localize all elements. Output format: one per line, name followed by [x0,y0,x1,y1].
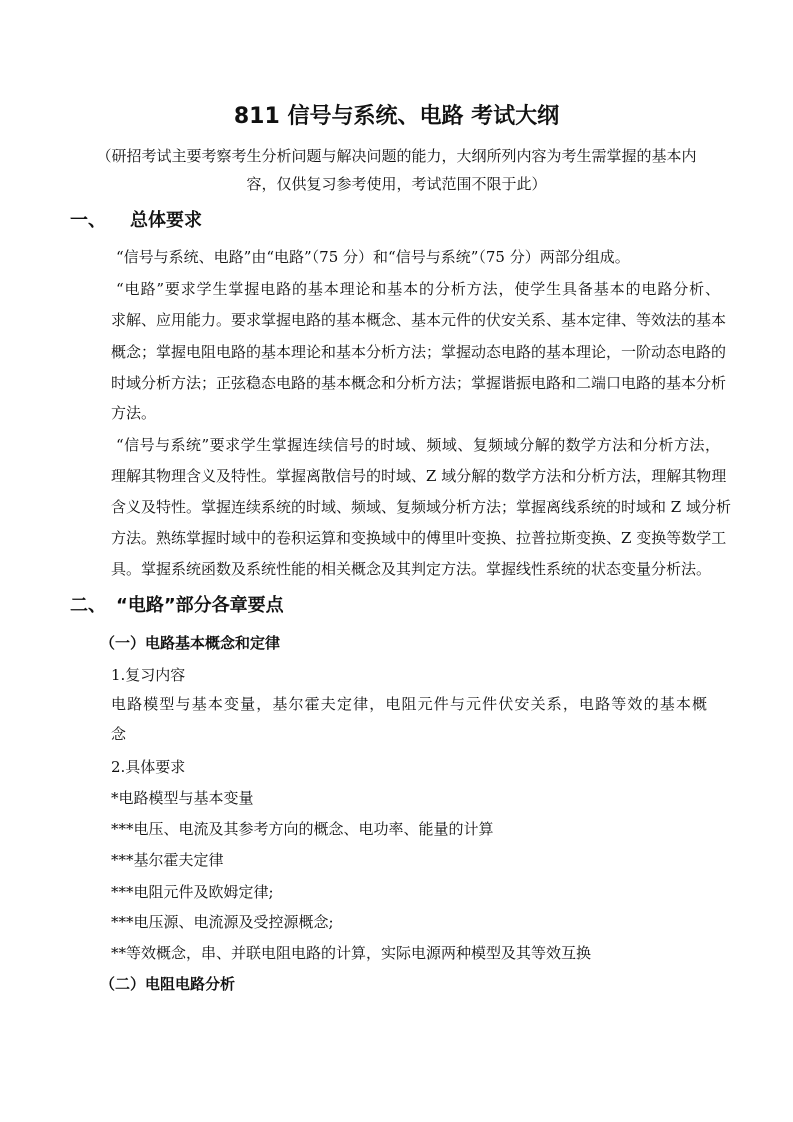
document-title: 811 信号与系统、电路 考试大纲 [233,104,560,129]
requirement-item: **等效概念，串、并联电阻电路的计算，实际电源两种模型及其等效互换 [111,944,592,962]
review-text-line: 电路模型与基本变量，基尔霍夫定律，电阻元件与元件伏安关系，电路等效的基本概 [111,695,707,713]
section-number: 二、 [70,595,106,616]
note-line: 容，仅供复习参考使用，考试范围不限于此） [246,175,547,193]
requirements-label: 2.具体要求 [111,758,186,776]
paragraph-line: 含义及特性。掌握连续系统的时域、频域、复频域分析方法；掌握离线系统的时域和 Z 域分析 [111,498,731,516]
section-heading: “电路”部分各章要点 [116,595,284,616]
requirement-item: ***基尔霍夫定律 [111,851,224,869]
requirement-item: ***电压、电流及其参考方向的概念、电功率、能量的计算 [111,820,494,838]
section-number: 一、 [70,210,106,231]
requirement-item: *电路模型与基本变量 [111,789,254,807]
review-text-line: 念 [111,725,127,743]
review-label: 1.复习内容 [111,666,186,684]
paragraph-line: “电路”要求学生掌握电路的基本理论和基本的分析方法，使学生具备基本的电路分析、 [116,280,720,298]
paragraph-line: “信号与系统”要求学生掌握连续信号的时域、频域、复频域分解的数学方法和分析方法， [116,436,720,454]
paragraph-line: 方法。熟练掌握时域中的卷积运算和变换域中的傅里叶变换、拉普拉斯变换、Z 变换等数学工 [111,529,727,547]
note-line: （研招考试主要考察考生分析问题与解决问题的能力，大纲所列内容为考生需掌握的基本内 [96,147,697,165]
requirement-item: ***电压源、电流源及受控源概念; [111,913,334,931]
requirement-item: ***电阻元件及欧姆定律; [111,883,274,901]
paragraph-line: 方法。 [111,404,157,422]
paragraph-line: 求解、应用能力。要求掌握电路的基本概念、基本元件的伏安关系、基本定律、等效法的基本 [111,311,727,329]
paragraph-line: “信号与系统、电路”由“电路”（75 分）和“信号与系统”（75 分）两部分组成。 [116,248,630,266]
subsection-heading: （二）电阻电路分析 [100,975,236,993]
paragraph-line: 理解其物理含义及特性。掌握离散信号的时域、Z 域分解的数学方法和分析方法，理解其物理 [111,467,727,485]
section-heading: 总体要求 [130,210,202,231]
paragraph-line: 概念；掌握电阻电路的基本理论和基本分析方法；掌握动态电路的基本理论，一阶动态电路的 [111,343,727,361]
subsection-heading: （一）电路基本概念和定律 [100,634,281,652]
paragraph-line: 时域分析方法；正弦稳态电路的基本概念和分析方法；掌握谐振电路和二端口电路的基本分析 [111,374,727,392]
paragraph-line: 具。掌握系统函数及系统性能的相关概念及其判定方法。掌握线性系统的状态变量分析法。 [111,560,712,578]
